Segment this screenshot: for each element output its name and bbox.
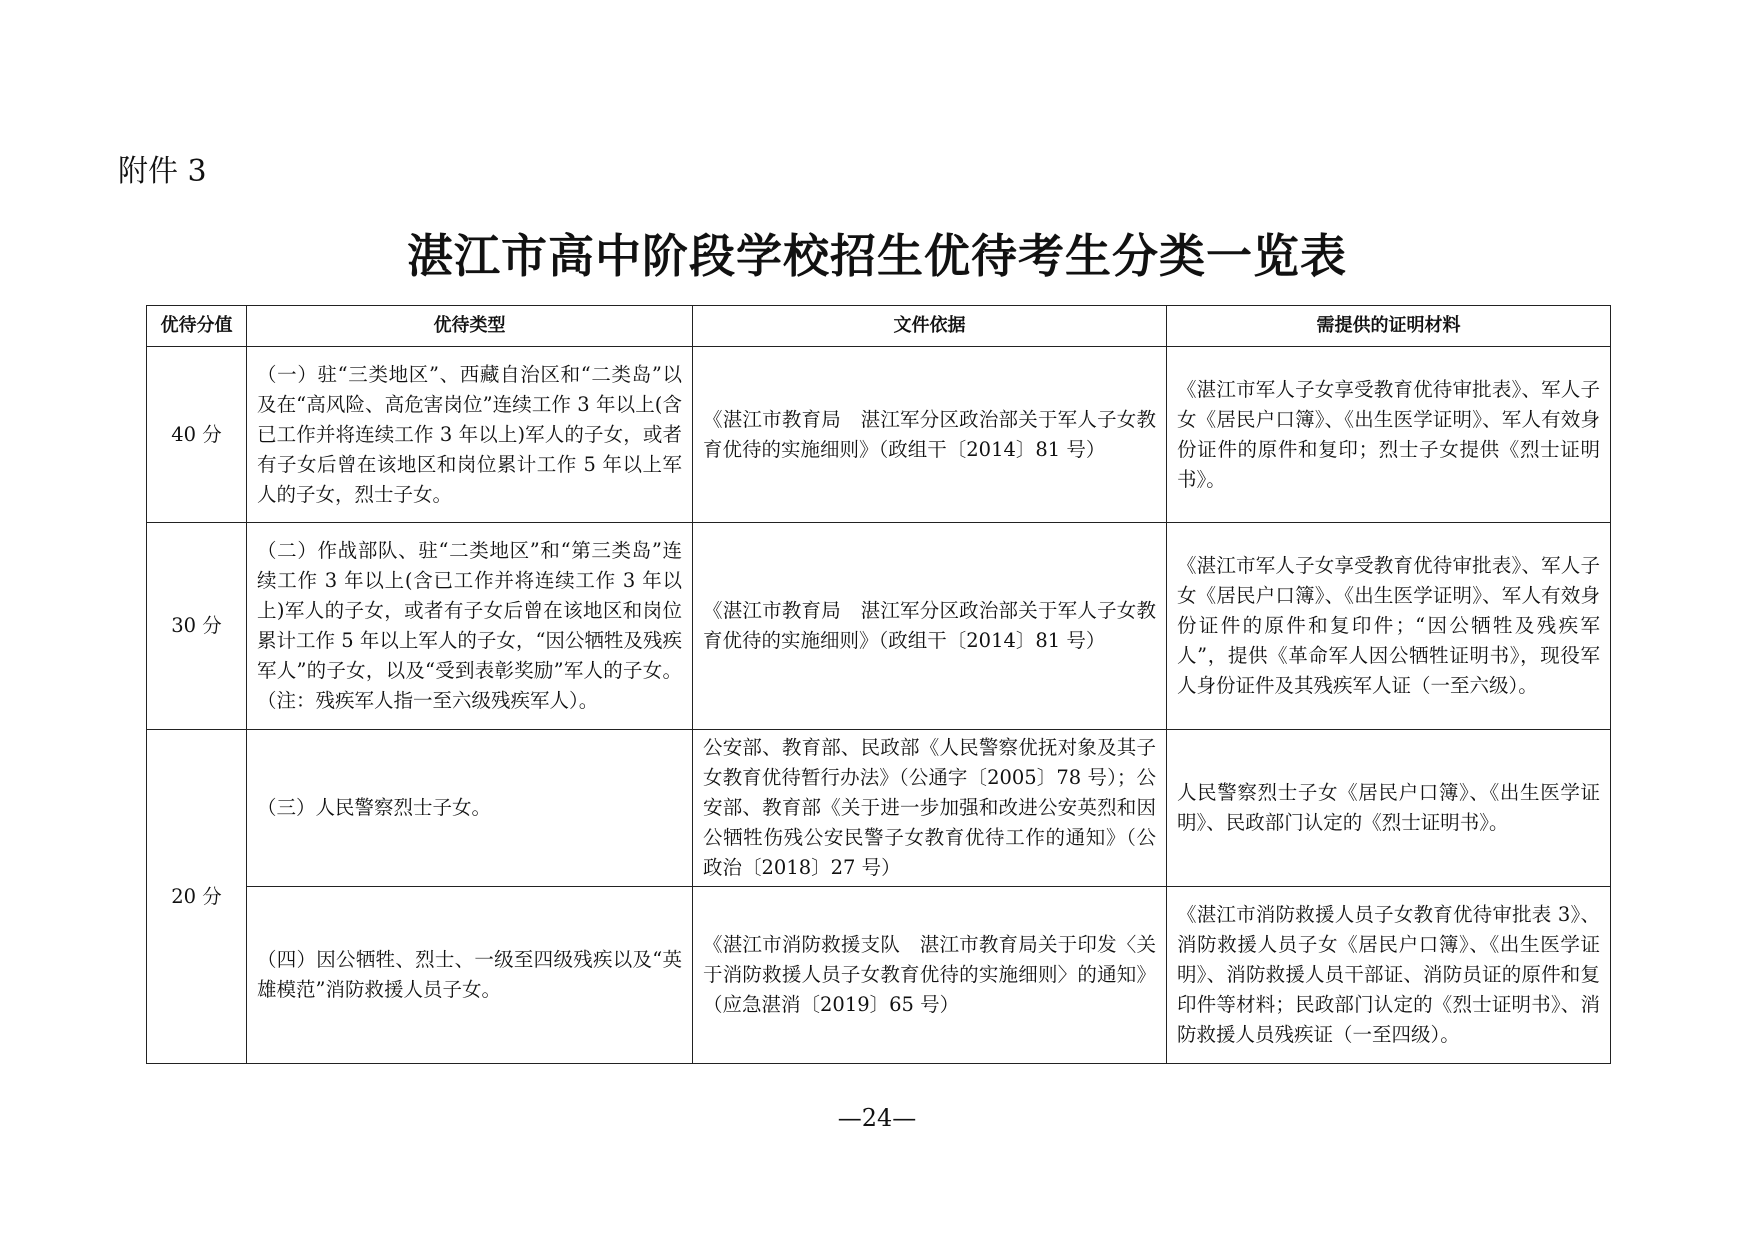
document-title: 湛江市高中阶段学校招生优待考生分类一览表 [407, 229, 1347, 283]
attachment-label: 附件 3 [118, 154, 207, 189]
table-row [147, 887, 1611, 1064]
type-cell: （四）因公牺牲、烈士、一级至四级残疾以及“英雄模范”消防救援人员子女。 [247, 887, 693, 1064]
materials-cell: 人民警察烈士子女《居民户口簿》、《出生医学证明》、民政部门认定的《烈士证明书》。 [1167, 730, 1611, 887]
basis-cell: 《湛江市教育局 湛江军分区政治部关于军人子女教育优待的实施细则》（政组干〔2014〕81 号） [693, 523, 1167, 730]
table-row [147, 523, 1611, 730]
header-type: 优待类型 [247, 306, 693, 347]
header-basis: 文件依据 [693, 306, 1167, 347]
table-row [147, 347, 1611, 523]
type-cell: （三）人民警察烈士子女。 [247, 730, 693, 887]
table-row [147, 730, 1611, 887]
score-cell: 20 分 [147, 730, 247, 1064]
basis-cell: 《湛江市消防救援支队 湛江市教育局关于印发〈关于消防救援人员子女教育优待的实施细则〉的通知》（应急湛消〔2019〕65 号） [693, 887, 1167, 1064]
score-cell: 40 分 [147, 347, 247, 523]
header-score: 优待分值 [147, 306, 247, 347]
materials-cell: 《湛江市消防救援人员子女教育优待审批表 3》、消防救援人员子女《居民户口簿》、《出生医学证明》、消防救援人员干部证、消防员证的原件和复印件等材料；民政部门认定的《烈士证明书》、消防救援人员残疾证（一至四级）。 [1167, 887, 1611, 1064]
basis-cell: 《湛江市教育局 湛江军分区政治部关于军人子女教育优待的实施细则》（政组干〔2014〕81 号） [693, 347, 1167, 523]
priority-classification-table [146, 305, 1611, 1064]
materials-cell: 《湛江市军人子女享受教育优待审批表》、军人子女《居民户口簿》、《出生医学证明》、军人有效身份证件的原件和复印；烈士子女提供《烈士证明书》。 [1167, 347, 1611, 523]
header-materials: 需提供的证明材料 [1167, 306, 1611, 347]
basis-cell: 公安部、教育部、民政部《人民警察优抚对象及其子女教育优待暂行办法》（公通字〔2005〕78 号）；公安部、教育部《关于进一步加强和改进公安英烈和因公牺牲伤残公安民警子女教育优待工作的通知》（公政治〔2018〕27 号） [693, 730, 1167, 887]
materials-cell: 《湛江市军人子女享受教育优待审批表》、军人子女《居民户口簿》、《出生医学证明》、军人有效身份证件的原件和复印件；“因公牺牲及残疾军人”，提供《革命军人因公牺牲证明书》，现役军人身份证件及其残疾军人证（一至六级）。 [1167, 523, 1611, 730]
score-cell: 30 分 [147, 523, 247, 730]
type-cell: （二）作战部队、驻“二类地区”和“第三类岛”连续工作 3 年以上(含已工作并将连续工作 3 年以上)军人的子女，或者有子女后曾在该地区和岗位累计工作 5 年以上军人的子女，“因公牺牲及残疾军人”的子女，以及“受到表彰奖励”军人的子女。（注：残疾军人指一至六级残疾军人）。 [247, 523, 693, 730]
type-cell: （一）驻“三类地区”、西藏自治区和“二类岛”以及在“高风险、高危害岗位”连续工作 3 年以上(含已工作并将连续工作 3 年以上)军人的子女，或者有子女后曾在该地区和岗位累计工作 5 年以上军人的子女，烈士子女。 [247, 347, 693, 523]
page-number: —24— [837, 1104, 917, 1132]
table-header-row [147, 306, 1611, 347]
